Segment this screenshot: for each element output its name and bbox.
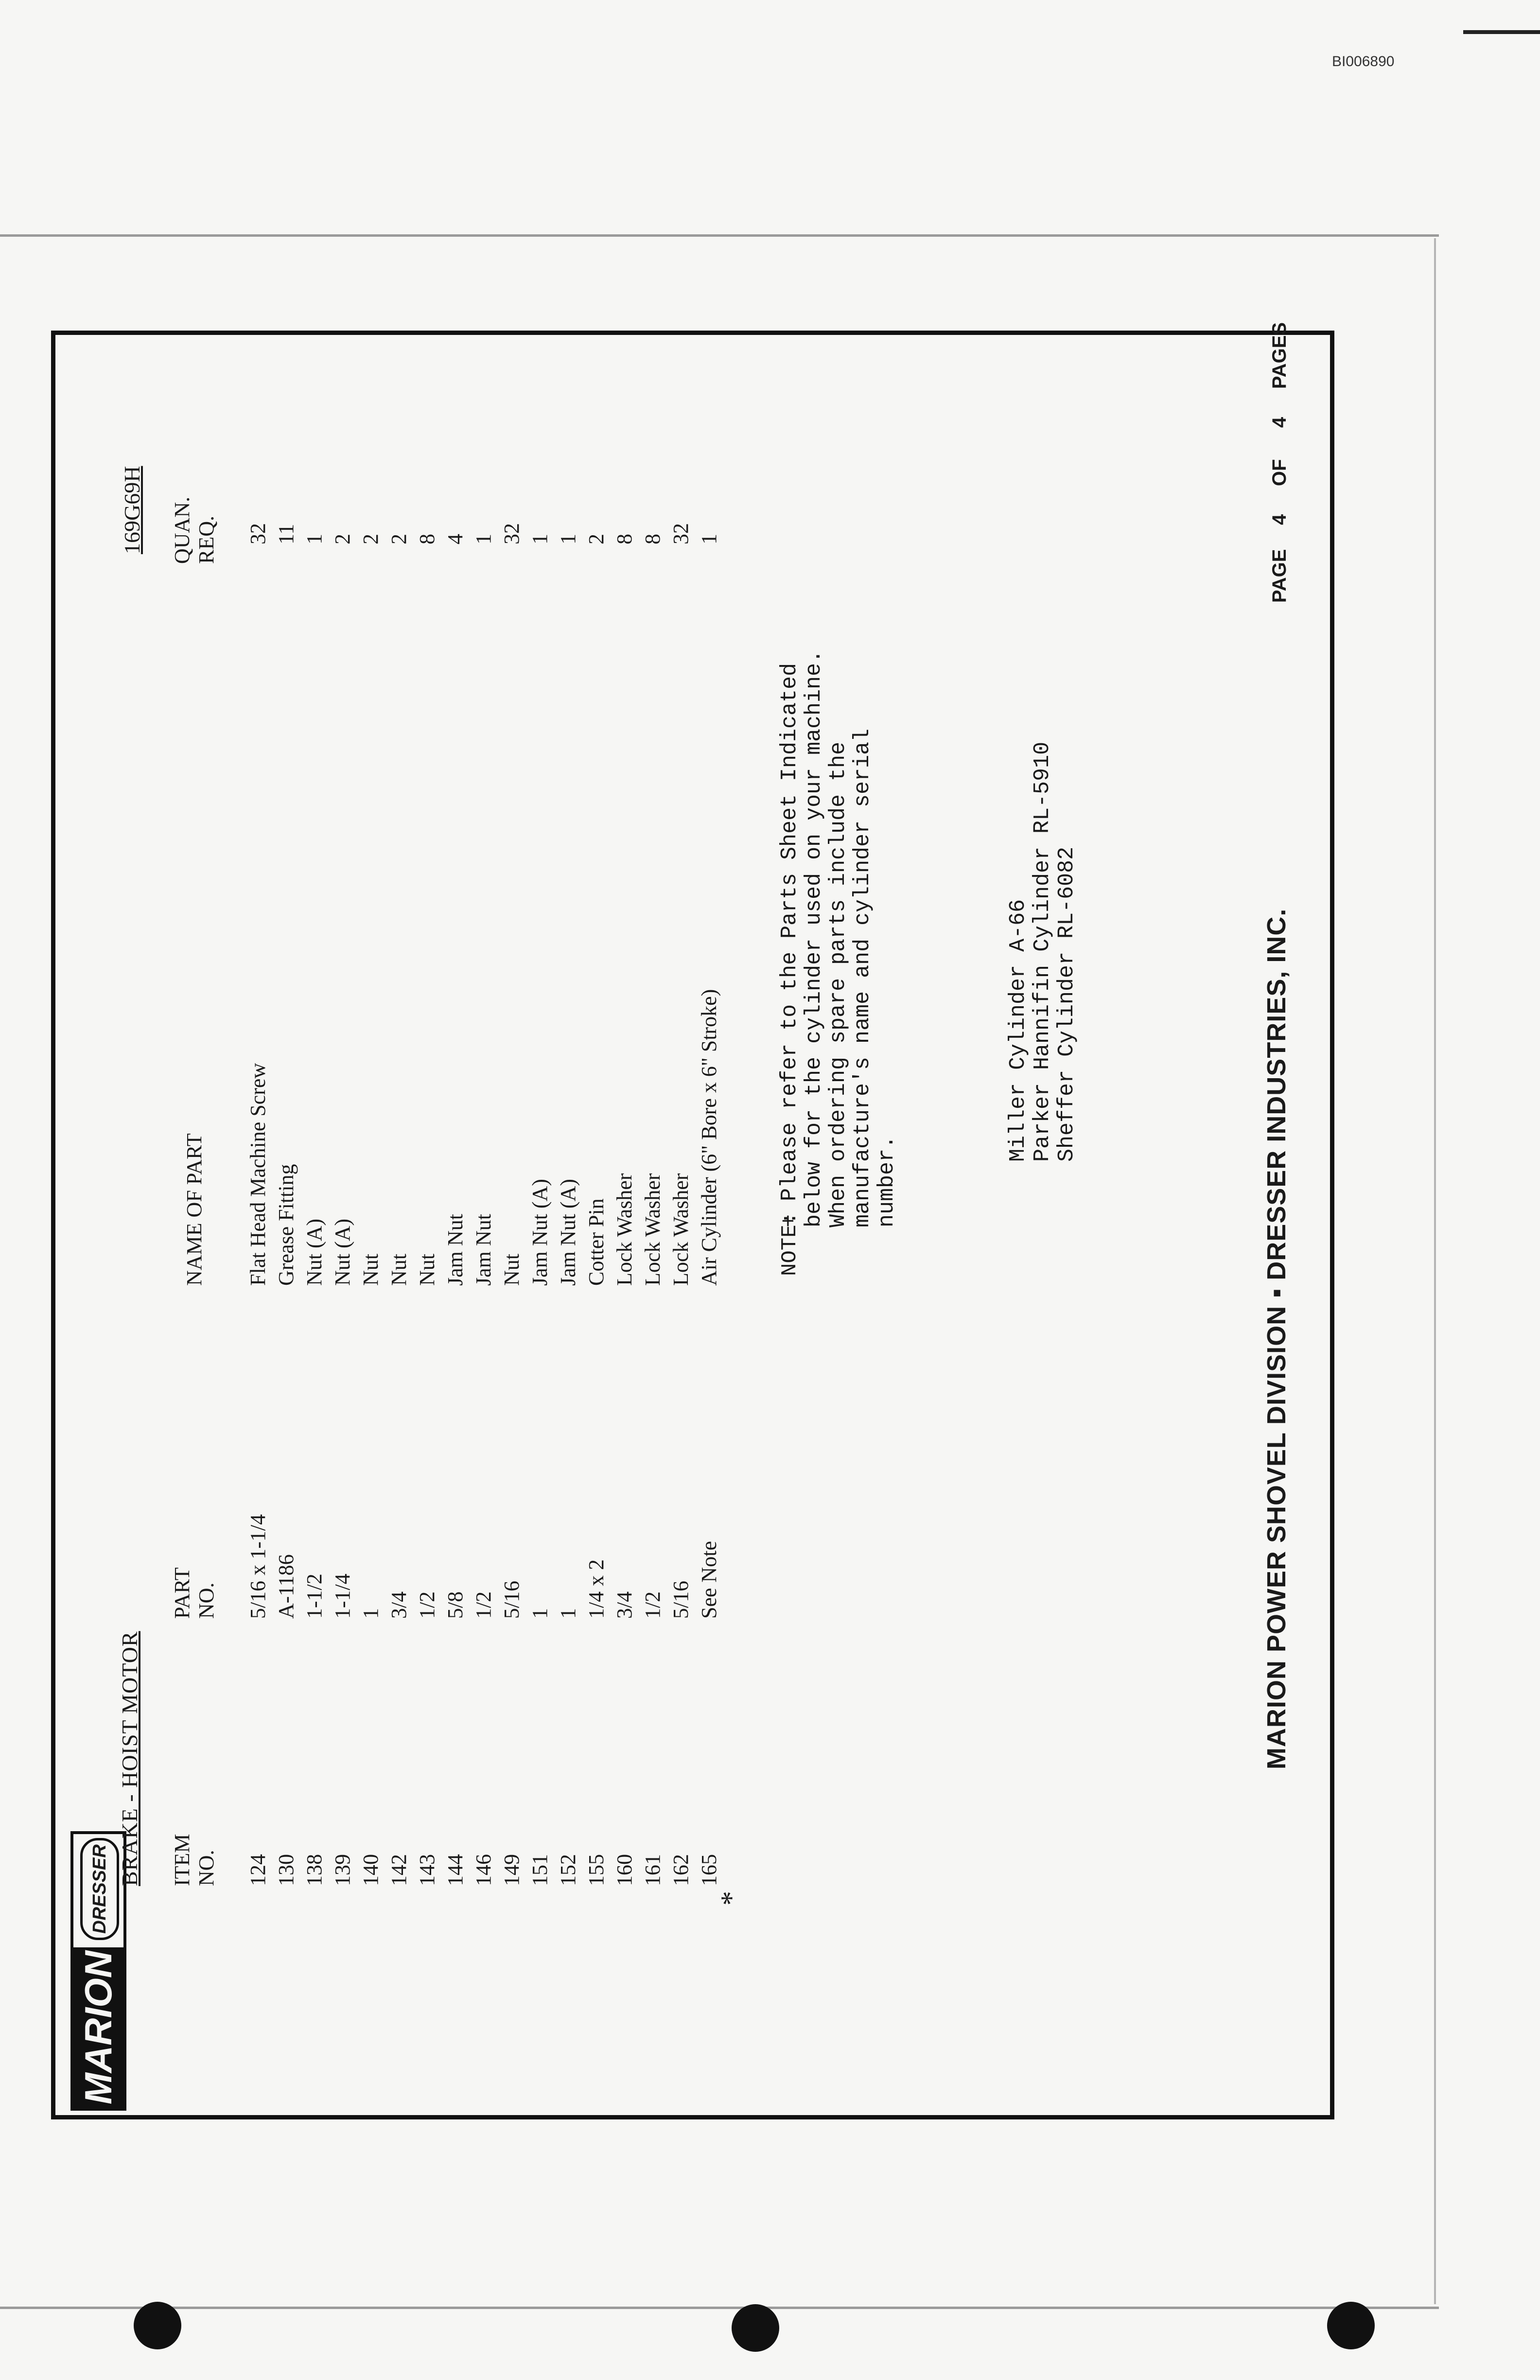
- of-word: OF: [1269, 459, 1290, 486]
- logo-wordmark: MARION: [73, 1947, 123, 2108]
- binder-hole: [1327, 2302, 1375, 2349]
- dresser-badge: DRESSER: [80, 1838, 119, 1940]
- parts-sheet: [51, 322, 1334, 2119]
- quantity-required: 32: [669, 523, 693, 544]
- quantity-required: 4: [443, 534, 467, 544]
- corner-mark: [1463, 30, 1540, 34]
- quantity-required: 1: [528, 534, 552, 544]
- quantity-required: 8: [415, 534, 439, 544]
- note-line: When ordering spare parts include the: [826, 741, 851, 1227]
- item-number: 160: [612, 1854, 636, 1886]
- col-header-item-line1: ITEM: [170, 1834, 194, 1886]
- part-number: 5/8: [443, 1591, 467, 1619]
- asterisk-marker: *: [715, 1891, 747, 1906]
- col-header-quan-line2: REQ.: [194, 516, 218, 564]
- item-number: 162: [669, 1854, 693, 1886]
- item-number: 149: [500, 1854, 524, 1886]
- part-number: See Note: [697, 1540, 721, 1619]
- part-number: 1/4 x 2: [584, 1559, 608, 1619]
- part-name: Air Cylinder (6" Bore x 6" Stroke): [697, 989, 721, 1286]
- top-rule: [0, 234, 1439, 237]
- item-number: 152: [556, 1854, 580, 1886]
- part-number: 1-1/2: [302, 1574, 326, 1619]
- item-number: 143: [415, 1854, 439, 1886]
- pages-word: PAGES: [1269, 322, 1290, 389]
- note-text: [777, 649, 948, 1227]
- cylinder-option: Sheffer Cylinder RL-6082: [1054, 846, 1079, 1162]
- part-name: Flat Head Machine Screw: [246, 1063, 270, 1286]
- item-number: 155: [584, 1854, 608, 1886]
- quantity-required: 2: [359, 534, 383, 544]
- part-number: 5/16: [500, 1580, 524, 1619]
- col-header-part-line2: NO.: [194, 1582, 218, 1619]
- part-name: Nut: [359, 1254, 383, 1286]
- note-line: below for the cylinder used on your machine.: [802, 649, 826, 1227]
- quantity-required: 1: [302, 534, 326, 544]
- part-name: Jam Nut: [443, 1214, 467, 1286]
- note-line: number.: [875, 1135, 899, 1227]
- col-header-part-line1: PART: [170, 1567, 194, 1619]
- part-name: Nut (A): [331, 1218, 354, 1286]
- item-number: 165: [697, 1854, 721, 1886]
- part-name: Grease Fitting: [274, 1164, 298, 1286]
- part-name: Jam Nut: [472, 1214, 495, 1286]
- part-number: 1/2: [415, 1591, 439, 1619]
- cylinder-option: Parker Hannifin Cylinder RL-5910: [1030, 741, 1055, 1162]
- part-number: 1: [556, 1608, 580, 1619]
- item-number: 161: [641, 1854, 665, 1886]
- page-number: 4: [1269, 514, 1290, 525]
- part-name: Lock Washer: [669, 1173, 693, 1286]
- page-word: PAGE: [1269, 549, 1290, 603]
- col-header-item-line2: NO.: [194, 1850, 218, 1886]
- item-number: 124: [246, 1854, 270, 1886]
- item-number: 151: [528, 1854, 552, 1886]
- part-number: 1-1/4: [331, 1574, 354, 1619]
- item-number: 140: [359, 1854, 383, 1886]
- part-name: Nut: [500, 1254, 524, 1286]
- quantity-required: 8: [612, 534, 636, 544]
- part-number: 5/16: [669, 1580, 693, 1619]
- quantity-required: 1: [472, 534, 495, 544]
- assembly-part-number: 169G69H: [120, 466, 144, 554]
- note-line: manufacture's name and cylinder serial: [850, 728, 875, 1227]
- cylinder-list: [1006, 741, 1128, 1162]
- quantity-required: 2: [387, 534, 411, 544]
- part-name: Nut: [387, 1254, 411, 1286]
- quantity-required: 1: [697, 534, 721, 544]
- col-header-quan-line1: QUAN.: [170, 496, 194, 564]
- cylinder-option: Miller Cylinder A-66: [1006, 899, 1031, 1162]
- part-number: 1/2: [641, 1591, 665, 1619]
- part-number: 3/4: [387, 1591, 411, 1619]
- quantity-required: 1: [556, 534, 580, 544]
- part-name: Cotter Pin: [584, 1198, 608, 1286]
- sheet-title: BRAKE - HOIST MOTOR: [117, 1631, 142, 1886]
- note-label: NOTE:: [778, 1211, 802, 1276]
- page-total: 4: [1269, 417, 1290, 428]
- bottom-rule: [0, 2307, 1439, 2309]
- item-number: 146: [472, 1854, 495, 1886]
- binder-hole: [732, 2304, 779, 2352]
- part-number: 1: [359, 1608, 383, 1619]
- quantity-required: 2: [331, 534, 354, 544]
- company-footer: MARION POWER SHOVEL DIVISION ▪ DRESSER INDUSTRIES, INC.: [1262, 908, 1291, 1769]
- bates-number: BI006890: [1332, 53, 1395, 70]
- item-number: 130: [274, 1854, 298, 1886]
- quantity-required: 11: [274, 524, 298, 544]
- quantity-required: 32: [500, 523, 524, 544]
- part-name: Lock Washer: [612, 1173, 636, 1286]
- part-number: 1/2: [472, 1591, 495, 1619]
- part-name: Lock Washer: [641, 1173, 665, 1286]
- quantity-required: 8: [641, 534, 665, 544]
- binder-hole: [134, 2302, 181, 2349]
- item-number: 142: [387, 1854, 411, 1886]
- item-number: 139: [331, 1854, 354, 1886]
- right-rule: [1434, 238, 1436, 2304]
- quantity-required: 32: [246, 523, 270, 544]
- note-line: + Please refer to the Parts Sheet Indicated: [777, 663, 802, 1227]
- quantity-required: 2: [584, 534, 608, 544]
- part-number: 1: [528, 1608, 552, 1619]
- part-name: Jam Nut (A): [556, 1179, 580, 1286]
- part-name: Jam Nut (A): [528, 1179, 552, 1286]
- item-number: 144: [443, 1854, 467, 1886]
- part-number: A-1186: [274, 1554, 298, 1619]
- item-number: 138: [302, 1854, 326, 1886]
- part-number: 3/4: [612, 1591, 636, 1619]
- part-name: Nut: [415, 1254, 439, 1286]
- part-number: 5/16 x 1-1/4: [246, 1514, 270, 1619]
- part-name: Nut (A): [302, 1218, 326, 1286]
- col-header-name: NAME OF PART: [182, 1133, 206, 1286]
